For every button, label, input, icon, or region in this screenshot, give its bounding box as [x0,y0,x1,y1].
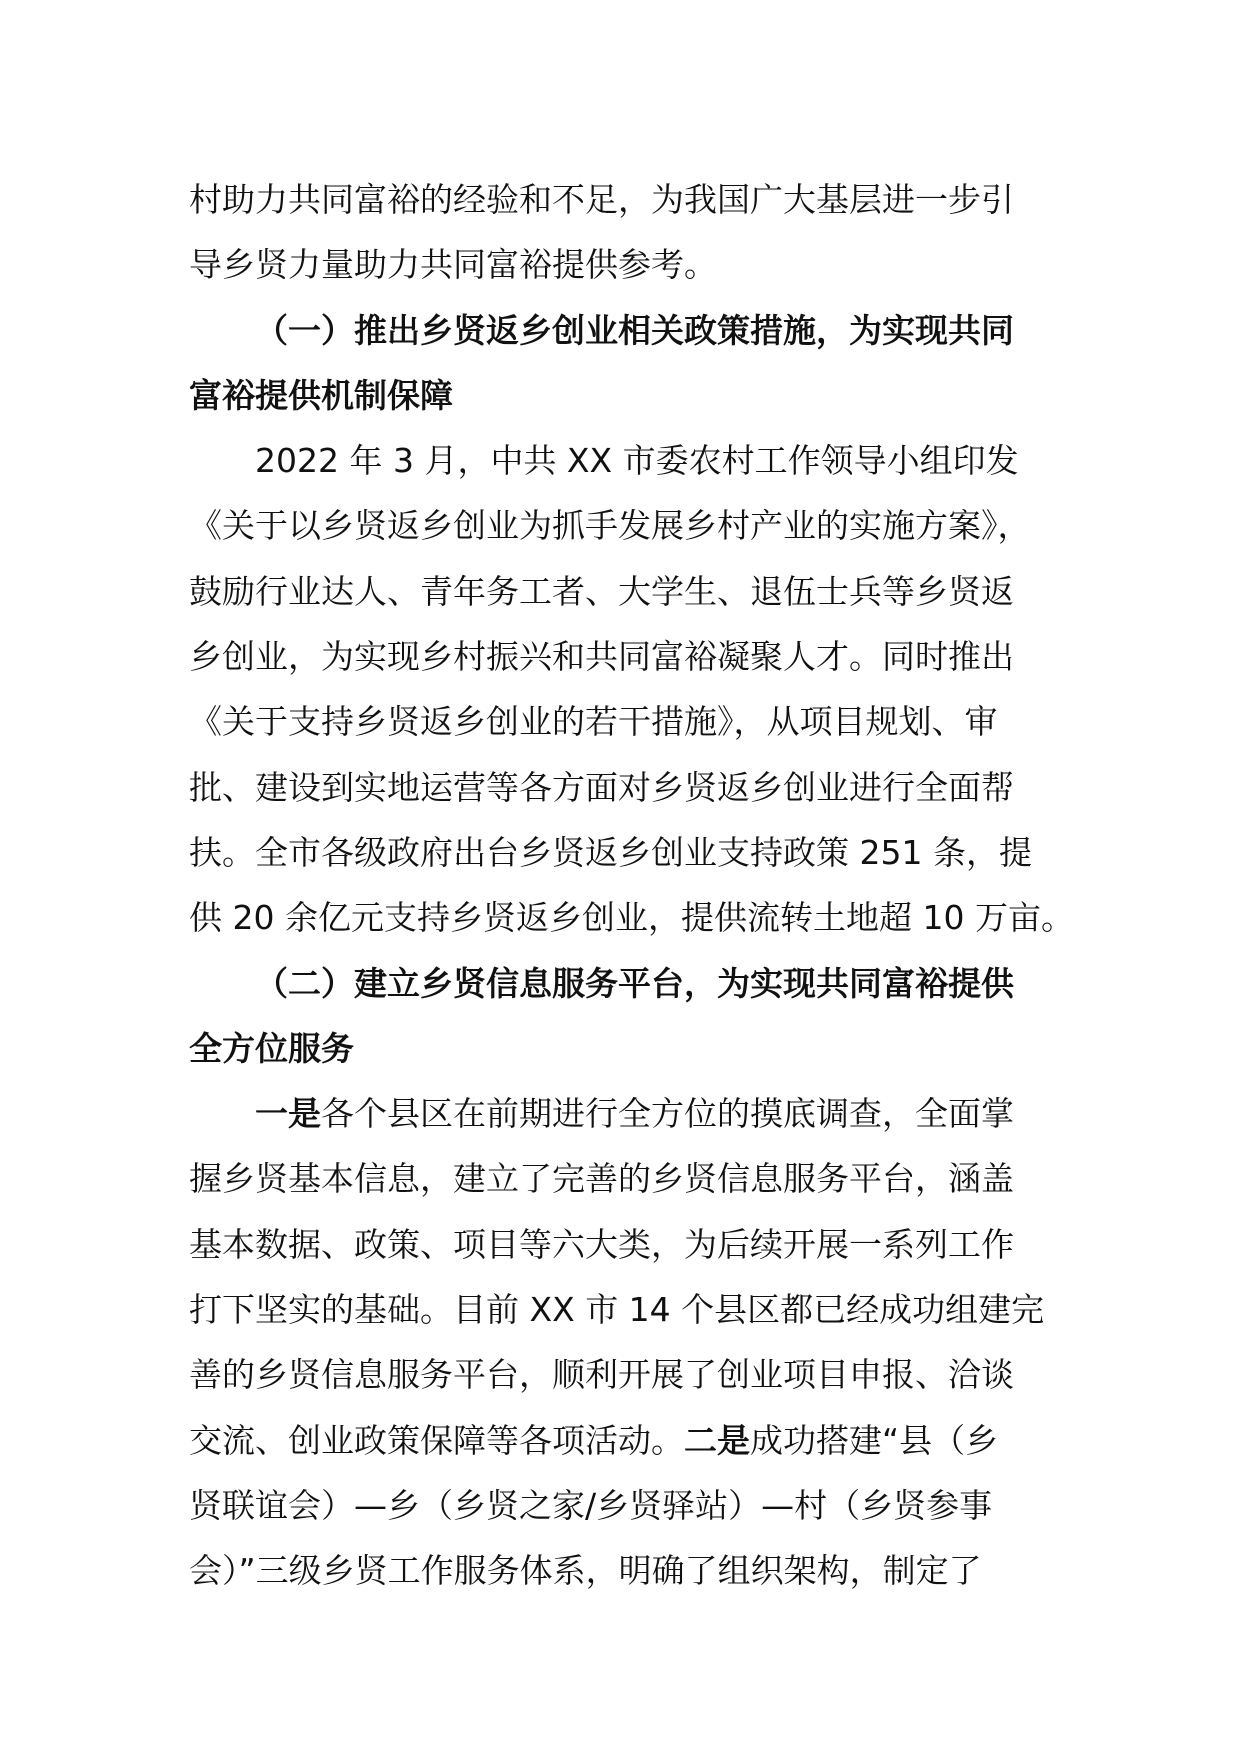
section-2-paragraph-line: 握乡贤基本信息，建立了完善的乡贤信息服务平台，涵盖 [189,1159,1014,1199]
lead-term-second: 二是 [684,1420,750,1460]
section-1-paragraph-line: 乡创业，为实现乡村振兴和共同富裕凝聚人才。同时推出 [189,637,1014,677]
section-2-paragraph-line [189,1408,1051,1473]
section-2-paragraph-line: 会）”三级乡贤工作服务体系，明确了组织架构，制定了 [189,1551,982,1591]
section-1-paragraph-line: 扶。全市各级政府出台乡贤返乡创业支持政策 251 条，提 [189,832,1032,872]
lead-term-first: 一是 [255,1094,321,1134]
section-1-heading-line-2: 富裕提供机制保障 [189,375,453,415]
section-2-paragraph-line: 贤联谊会）—乡（乡贤之家/乡贤驿站）—村（乡贤参事 [189,1485,993,1525]
section-2-paragraph-line: 打下坚实的基础。目前 XX 市 14 个县区都已经成功组建完 [189,1290,1045,1330]
section-1-paragraph-line: 供 20 余亿元支持乡贤返乡创业，提供流转土地超 10 万亩。 [189,898,1074,938]
section-2-heading-line-1: （二）建立乡贤信息服务平台，为实现共同富裕提供 [255,963,1014,1003]
section-1-paragraph-line: 《关于以乡贤返乡创业为抓手发展乡村产业的实施方案》， [189,506,1031,546]
paragraph-text: 成功搭建“县（乡 [750,1420,999,1460]
section-1-paragraph-line: 批、建设到实地运营等各方面对乡贤返乡创业进行全面帮 [189,767,1014,807]
paragraph-text: 各个县区在前期进行全方位的摸底调查，全面掌 [321,1094,1014,1134]
section-1-paragraph-line: 鼓励行业达人、青年务工者、大学生、退伍士兵等乡贤返 [189,571,1014,611]
paragraph-text: 交流、创业政策保障等各项活动。 [189,1420,684,1460]
section-2-paragraph-line: 基本数据、政策、项目等六大类，为后续开展一系列工作 [189,1224,1014,1264]
intro-line-1: 村助力共同富裕的经验和不足，为我国广大基层进一步引 [189,180,1014,219]
section-1-paragraph-line: 《关于支持乡贤返乡创业的若干措施》，从项目规划、审 [189,702,998,742]
section-2-paragraph-line [189,1081,1051,1146]
section-1-paragraph-line: 2022 年 3 月，中共 XX 市委农村工作领导小组印发 [255,441,1019,481]
section-1-heading-line-1: （一）推出乡贤返乡创业相关政策措施，为实现共同 [255,310,1014,350]
intro-line-2: 导乡贤力量助力共同富裕提供参考。 [189,245,717,285]
document-page [189,167,1074,1604]
section-2-paragraph-line: 善的乡贤信息服务平台，顺利开展了创业项目申报、洽谈 [189,1355,1014,1395]
section-2-heading-line-2: 全方位服务 [189,1028,354,1068]
